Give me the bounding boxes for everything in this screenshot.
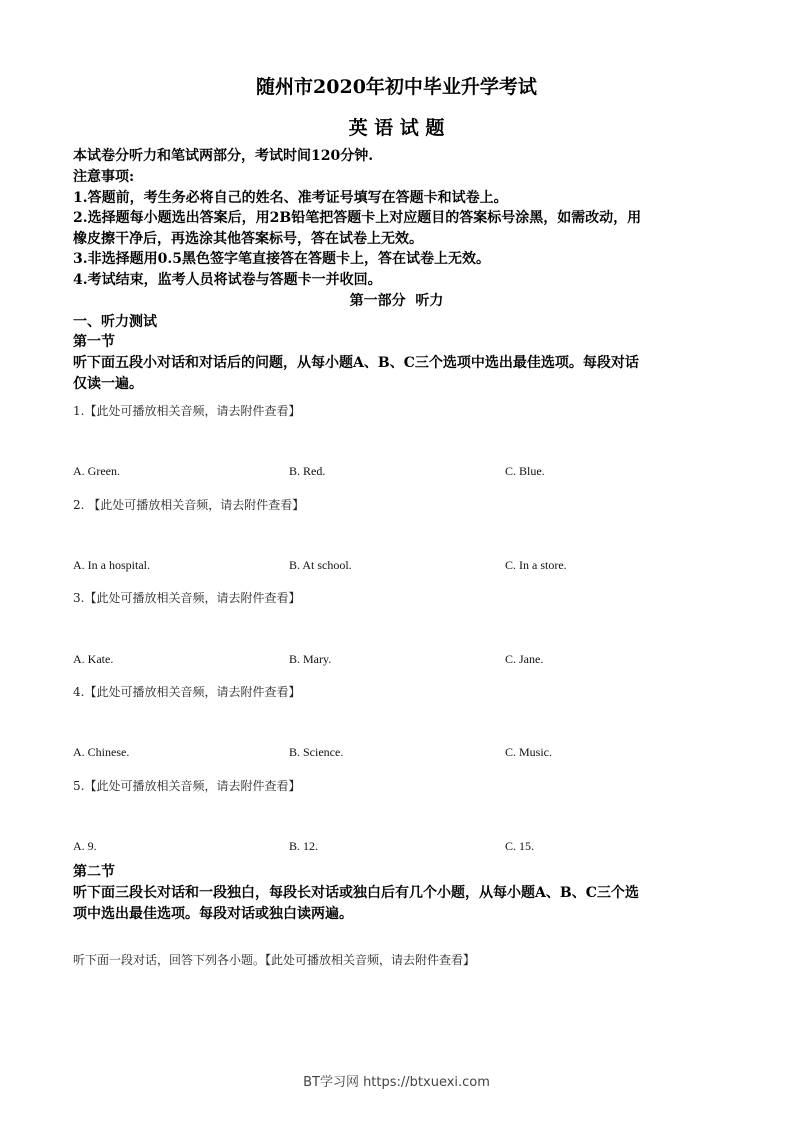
section-heading: 一、听力测试	[73, 314, 157, 330]
exam-title: 随州市2020年初中毕业升学考试	[256, 76, 537, 98]
q1-option-c[interactable]: C. Blue.	[505, 464, 545, 478]
sec2-instruction-cont: 项中选出最佳选项。每段对话或独白读两遍。	[73, 906, 353, 922]
question-1-audio[interactable]: 1.【此处可播放相关音频，请去附件查看】	[73, 404, 301, 418]
q5-option-b[interactable]: B. 12.	[289, 839, 319, 853]
notice-2-cont: 橡皮擦干净后，再选涂其他答案标号，答在试卷上无效。	[73, 231, 423, 247]
part-heading: 第一部分 听力	[349, 293, 444, 309]
intro-text: 本试卷分听力和笔试两部分，考试时间120分钟.	[73, 148, 374, 164]
sec1-instruction-cont: 仅读一遍。	[73, 376, 143, 392]
q5-option-c[interactable]: C. 15.	[505, 839, 535, 853]
q4-option-c[interactable]: C. Music.	[505, 745, 553, 759]
q1-option-a[interactable]: A. Green.	[73, 464, 120, 478]
q1-option-b[interactable]: B. Red.	[289, 464, 326, 478]
q4-option-a[interactable]: A. Chinese.	[73, 745, 130, 759]
q3-option-c[interactable]: C. Jane.	[505, 652, 544, 666]
sec2-dialog-audio[interactable]: 听下面一段对话，回答下列各小题。【此处可播放相关音频，请去附件查看】	[73, 953, 476, 967]
question-5-audio[interactable]: 5.【此处可播放相关音频，请去附件查看】	[73, 779, 301, 793]
notice-heading: 注意事项:	[73, 169, 135, 185]
question-4-audio[interactable]: 4.【此处可播放相关音频，请去附件查看】	[73, 685, 301, 699]
question-3-audio[interactable]: 3.【此处可播放相关音频，请去附件查看】	[73, 591, 301, 605]
question-2-audio[interactable]: 2. 【此处可播放相关音频，请去附件查看】	[73, 498, 305, 512]
q2-option-b[interactable]: B. At school.	[289, 558, 352, 572]
notice-3: 3.非选择题用0.5黑色签字笔直接答在答题卡上，答在试卷上无效。	[73, 251, 490, 267]
notice-2: 2.选择题每小题选出答案后，用2B铅笔把答题卡上对应题目的答案标号涂黑，如需改动，用	[73, 210, 642, 226]
q3-option-a[interactable]: A. Kate.	[73, 652, 114, 666]
q5-option-a[interactable]: A. 9.	[73, 839, 97, 853]
sec2-instruction: 听下面三段长对话和一段独白，每段长对话或独白后有几个小题，从每小题A、B、C三个选	[73, 885, 639, 901]
q2-option-c[interactable]: C. In a store.	[505, 558, 567, 572]
sec2-heading: 第二节	[73, 864, 115, 880]
exam-subtitle: 英 语 试 题	[348, 117, 445, 139]
q3-option-b[interactable]: B. Mary.	[289, 652, 332, 666]
site-footer[interactable]: BT学习网 https://btxuexi.com	[303, 1075, 490, 1090]
sec1-instruction: 听下面五段小对话和对话后的问题，从每小题A、B、C三个选项中选出最佳选项。每段对话	[73, 355, 639, 371]
notice-1: 1.答题前，考生务必将自己的姓名、准考证号填写在答题卡和试卷上。	[73, 190, 508, 206]
q4-option-b[interactable]: B. Science.	[289, 745, 344, 759]
sec1-heading: 第一节	[73, 334, 115, 350]
q2-option-a[interactable]: A. In a hospital.	[73, 558, 150, 572]
notice-4: 4.考试结束，监考人员将试卷与答题卡一并收回。	[73, 272, 382, 288]
